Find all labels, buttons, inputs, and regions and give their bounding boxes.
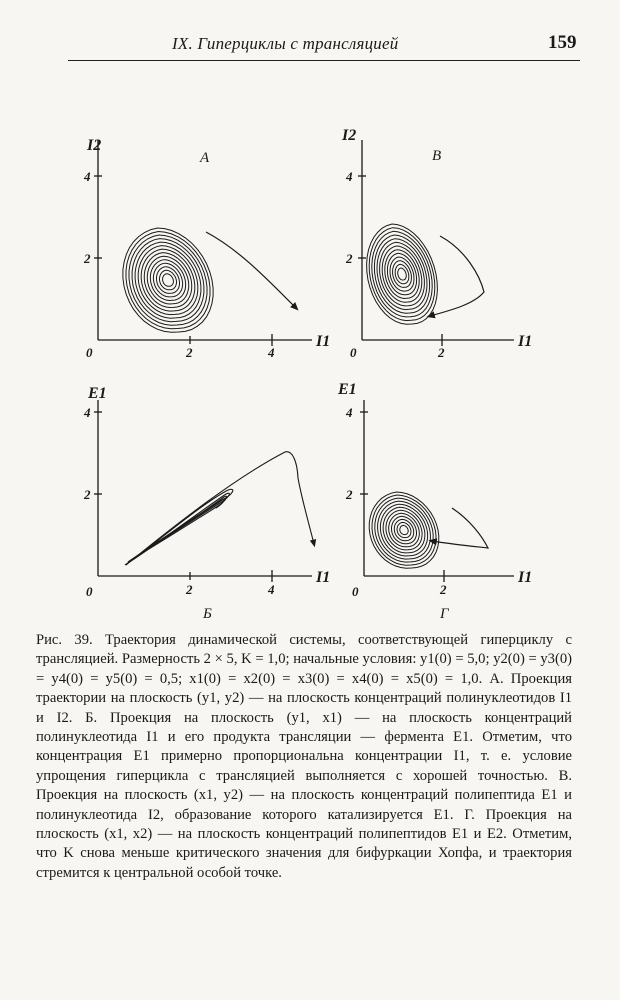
panel-b-trajectory-tail: [430, 236, 484, 316]
panel-b-trajectory-loop: [398, 268, 407, 280]
panel-c-trajectory: [125, 452, 314, 565]
panel-b-trajectory: [367, 224, 438, 324]
panel-a-y-tick-4: 4: [84, 169, 91, 184]
panel-d-trajectory-loop: [397, 522, 411, 537]
panel-d-label: Г: [440, 606, 449, 620]
panel-a-label: А: [200, 150, 210, 166]
panel-d-trajectory-loop: [400, 525, 408, 534]
panel-d-origin-label: 0: [352, 584, 359, 599]
panel-a-trajectory-loop: [163, 274, 174, 287]
panel-d: [337, 381, 532, 620]
panel-d-y-tick-4: 4: [346, 405, 353, 420]
panel-c-x-axis-label: I1: [316, 569, 331, 586]
figure-caption: Рис. 39. Траектория динамической системы, соответствующей гиперциклу с трансляцией. Размерность 2 × 5, K = 1,0; начальные условия: y1(0) = 5,0; y2(0) = y3(0) = y4(0) = y5(0) = 0,5; x1(0) = x2(0) = x3(0) = x4(0) = x5(0) = 1,0. А. Проекция траектории на плоскость (y1, y2) — на плоскость концентраций полинуклеотидов I1 и I2. Б. Проекция на плоскость (y1, x1) — на плоскость концентраций полинуклеотида I1 и его продукта трансляции — фермента E1. Отметим, что концентрация E1 примерно пропорциональна концентрации I1, т. е. условие упрощения гиперцикла с трансляцией выполняется с хорошей точностью. В. Проекция на плоскость (x1, y2) — на плоскость концентраций полипептида E1 и полинуклеотида I2, образование которого катализируется E1. Г. Проекция на плоскость (x1, x2) — на плоскость концентраций полипептидов E1 и E2. Отметим, что K снова меньше критического значения для бифуркации Хопфа, и траектория стремится к центральной особой точке.: [36, 632, 572, 881]
panel-c-x-tick-2: 2: [186, 582, 193, 597]
panel-d-trajectory-tail: [432, 508, 488, 548]
panel-d-trajectory-loop: [369, 492, 439, 568]
panel-d-y-axis-label: E1: [338, 381, 357, 398]
panel-c-label: Б: [203, 606, 212, 620]
panel-d-trajectory-loop: [392, 516, 417, 544]
panel-b-label: В: [432, 148, 442, 164]
panel-a-trajectory: [123, 228, 213, 332]
panel-c-origin-label: 0: [86, 584, 93, 599]
panel-a-x-tick-4: 4: [268, 345, 275, 360]
panel-a-x-axis-label: I1: [316, 333, 331, 350]
panel-b-origin-label: 0: [350, 345, 357, 360]
running-title: IX. Гиперциклы с трансляцией: [172, 34, 399, 53]
panel-b-y-axis-label: I2: [342, 127, 357, 144]
panel-c-y-tick-4: 4: [84, 405, 91, 420]
panel-a-trajectory-loop: [153, 263, 182, 297]
panel-a-y-tick-2: 2: [84, 251, 91, 266]
panel-b-trajectory-loop: [395, 264, 409, 283]
panel-b: [341, 127, 532, 360]
panel-b-x-axis-label: I1: [518, 333, 533, 350]
panel-b-x-tick-2: 2: [438, 345, 445, 360]
panel-a-x-tick-2: 2: [186, 345, 193, 360]
panel-c-y-tick-2: 2: [84, 487, 91, 502]
panel-b-y-tick-2: 2: [346, 251, 353, 266]
panel-a-trajectory-loop: [129, 235, 207, 325]
panel-a-trajectory-loop: [132, 239, 204, 322]
panel-b-trajectory-loop: [390, 257, 414, 291]
panel-d-trajectory: [369, 492, 439, 568]
panel-c-axes: [94, 400, 312, 582]
page-number: 159: [548, 32, 577, 53]
panel-a-origin-label: 0: [86, 345, 93, 360]
panel-a-y-axis-label: I2: [87, 137, 102, 154]
panel-c-x-tick-4: 4: [268, 582, 275, 597]
panel-c: [83, 385, 330, 620]
panel-d-x-tick-2: 2: [440, 582, 447, 597]
panel-d-x-axis-label: I1: [518, 569, 533, 586]
panel-c-y-axis-label: E1: [88, 385, 107, 402]
panel-b-y-tick-4: 4: [346, 169, 353, 184]
panel-d-trajectory-loop: [389, 513, 420, 547]
panel-a-trajectory-loop: [160, 270, 177, 290]
panel-a-trajectory-tail: [206, 232, 296, 308]
panel-d-y-tick-2: 2: [346, 487, 353, 502]
panel-a: [83, 137, 330, 360]
panel-a-trajectory-loop: [150, 260, 185, 301]
